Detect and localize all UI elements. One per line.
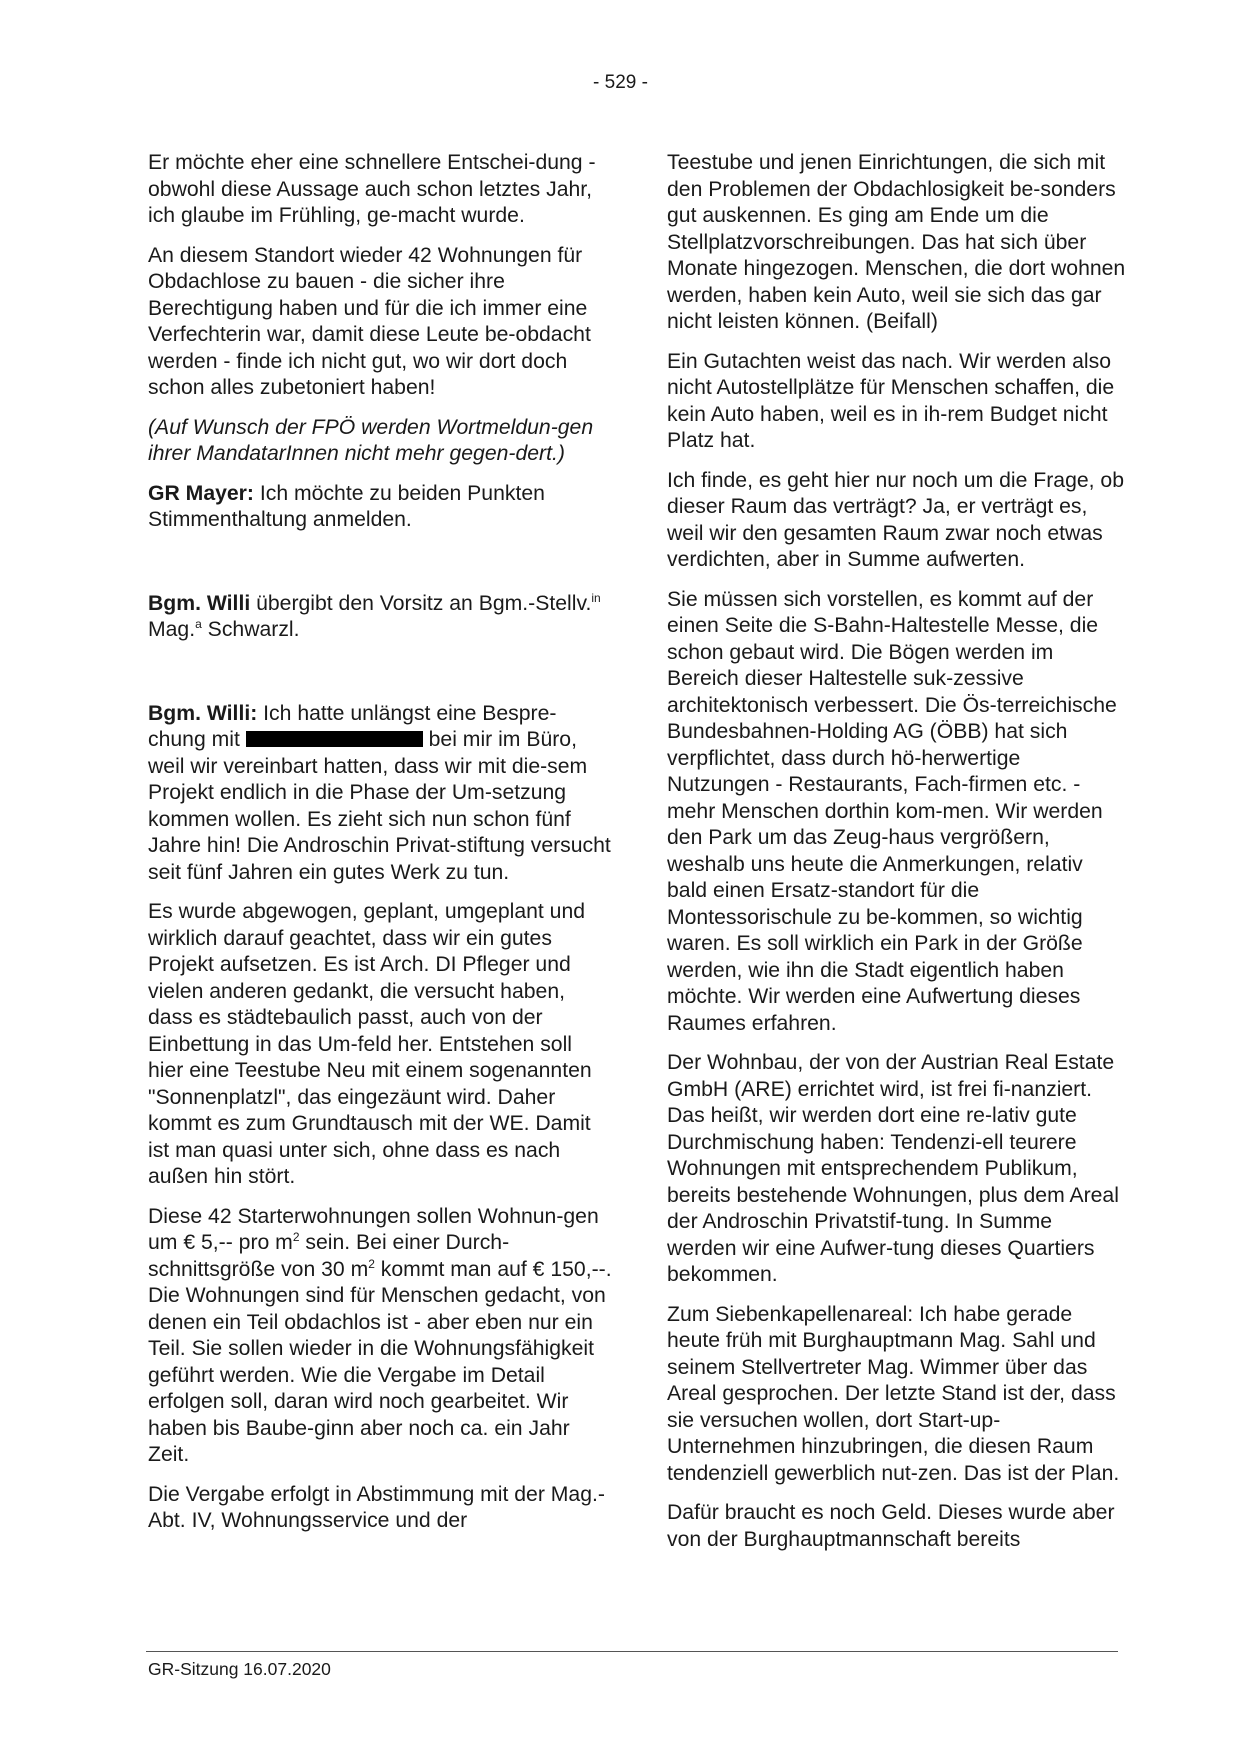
- paragraph: An diesem Standort wieder 42 Wohnungen für Obdachlose zu bauen - die sicher ihre Berechtigung haben und für die ich immer eine Verfechterin war, damit diese Leute be-obdacht werden - finde ich nicht gut, wo wir dort doch schon alles zubetoniert haben!: [148, 243, 591, 399]
- statement-text: Diese 42 Starterwohnungen sollen Wohnun-gen um € 5,-- pro m: [148, 1204, 599, 1254]
- footer-divider: [146, 1651, 1118, 1652]
- paragraph: Die Vergabe erfolgt in Abstimmung mit der Mag.-Abt. IV, Wohnungsservice und der: [148, 1482, 605, 1532]
- speaker-name: Bgm. Willi: [148, 591, 251, 615]
- statement-text: kommt man auf € 150,--. Die Wohnungen sind für Menschen gedacht, von denen ein Teil obdachlos ist - aber eben nur ein Teil. Sie sollen wieder in die Wohnungsfähigkeit geführt werden. Wie die Vergabe im Detail erfolgen soll, daran wird noch gearbeitet. Wir haben bis Baube-ginn aber noch ca. ein Jahr Zeit.: [148, 1257, 612, 1466]
- superscript: 2: [292, 1229, 300, 1244]
- statement-text: Ich möchte zu beiden Punkten Stimmenthaltung anmelden.: [148, 481, 545, 531]
- redaction-bar: [246, 731, 423, 747]
- paragraph: Der Wohnbau, der von der Austrian Real Estate GmbH (ARE) errichtet wird, ist frei fi-nanziert. Das heißt, wir werden dort eine re-lativ gute Durchmischung haben: Tendenzi-ell teurere Wohnungen mit entsprechendem Publikum, bereits bestehende Wohnungen, plus dem Areal der Androschin Privatstif-tung. In Summe werden wir eine Aufwer-tung dieses Quartiers bekommen.: [667, 1051, 1119, 1286]
- statement-text: sein. Bei einer Durch-schnittsgröße von 30 m: [148, 1231, 510, 1281]
- paragraph: Er möchte eher eine schnellere Entschei-dung - obwohl diese Aussage auch schon letztes Jahr, ich glaube im Frühling, ge-macht wurde.: [148, 151, 596, 227]
- paragraph: Dafür braucht es noch Geld. Dieses wurde aber von der Burghauptmannschaft bereits: [667, 1501, 1115, 1551]
- right-column: [667, 150, 1127, 1566]
- chair-handover: [148, 591, 613, 644]
- paragraph: Teestube und jenen Einrichtungen, die sich mit den Problemen der Obdachlosigkeit be-sonders gut auskennen. Es ging am Ende um die Stellplatzvorschreibungen. Das hat sich über Monate hingezogen. Menschen, die dort wohnen werden, haben kein Auto, weil sie sich das gar nicht leisten können. (Beifall): [667, 151, 1126, 333]
- paragraph: Es wurde abgewogen, geplant, umgeplant und wirklich darauf geachtet, dass wir ein gutes Projekt aufsetzen. Es ist Arch. DI Pfleger und vielen anderen gedankt, die versucht haben, dass es städtebaulich passt, auch von der Einbettung in das Um-feld her. Entstehen soll hier eine Teestube Neu mit einem sogenannten "Sonnenplatzl", das eingezäunt wird. Daher kommt es zum Grundtausch mit der WE. Damit ist man quasi unter sich, ohne dass es nach außen hin stört.: [148, 900, 592, 1188]
- speaker-name: GR Mayer:: [148, 481, 254, 505]
- left-column: [148, 150, 613, 1548]
- superscript: a: [195, 616, 202, 631]
- editorial-note: (Auf Wunsch der FPÖ werden Wortmeldun-gen ihrer MandatarInnen nicht mehr gegen-dert.): [148, 415, 594, 465]
- statement-text: übergibt den Vorsitz an Bgm.-Stellv.: [250, 591, 592, 615]
- speaker-name: Bgm. Willi:: [148, 701, 258, 725]
- paragraph: Sie müssen sich vorstellen, es kommt auf der einen Seite die S-Bahn-Haltestelle Messe, die schon gebaut wird. Die Bögen werden im Bereich dieser Haltestelle suk-zessive architektonisch verbessert. Die Ös-terreichische Bundesbahnen-Holding AG (ÖBB) hat sich verpflichtet, dass durch hö-herwertige Nutzungen - Restaurants, Fach-firmen etc. - mehr Menschen dorthin kom-men. Wir werden den Park um das Zeug-haus vergrößern, weshalb uns heute die Anmerkungen, relativ bald einen Ersatz-standort für die Montessorischule zu be-kommen, so wichtig waren. Es soll wirklich ein Park in der Größe werden, wie ihn die Stadt eigentlich haben möchte. Wir werden eine Aufwertung dieses Raumes erfahren.: [667, 587, 1117, 1035]
- statement-text: Mag.: [148, 618, 196, 641]
- statement-text: Schwarzl.: [201, 618, 300, 641]
- mayer-statement: [148, 481, 613, 534]
- superscript: in: [591, 590, 601, 605]
- superscript: 2: [368, 1256, 375, 1271]
- starter-paragraph: [148, 1204, 613, 1469]
- paragraph: Ein Gutachten weist das nach. Wir werden also nicht Autostellplätze für Menschen schaffen, die kein Auto haben, weil es in ih-rem Budget nicht Platz hat.: [667, 349, 1115, 452]
- paragraph: Ich finde, es geht hier nur noch um die Frage, ob dieser Raum das verträgt? Ja, er verträgt es, weil wir den gesamten Raum zwar noch etwas verdichten, aber in Summe aufwerten.: [667, 468, 1124, 571]
- willi-statement: [148, 701, 613, 887]
- statement-text: Ich hatte unlängst eine Bespre-chung mit: [148, 701, 557, 751]
- paragraph: Zum Siebenkapellenareal: Ich habe gerade heute früh mit Burghauptmann Mag. Sahl und seinem Stellvertreter Mag. Wimmer über das Areal gesprochen. Der letzte Stand ist der, dass sie versuchen wollen, dort Start-up-Unternehmen hinzubringen, die diesen Raum tendenziell gewerblich nut-zen. Das ist der Plan.: [667, 1302, 1120, 1485]
- page-number: - 529 -: [593, 72, 648, 93]
- statement-text: bei mir im Büro, weil wir vereinbart hatten, dass wir mit die-sem Projekt endlich in die Phase der Um-setzung kommen wollen. Es zieht sich nun schon fünf Jahre hin! Die Androschin Privat-stiftung versucht seit fünf Jahren ein gutes Werk zu tun.: [148, 728, 611, 884]
- footer-session-date: GR-Sitzung 16.07.2020: [148, 1659, 331, 1679]
